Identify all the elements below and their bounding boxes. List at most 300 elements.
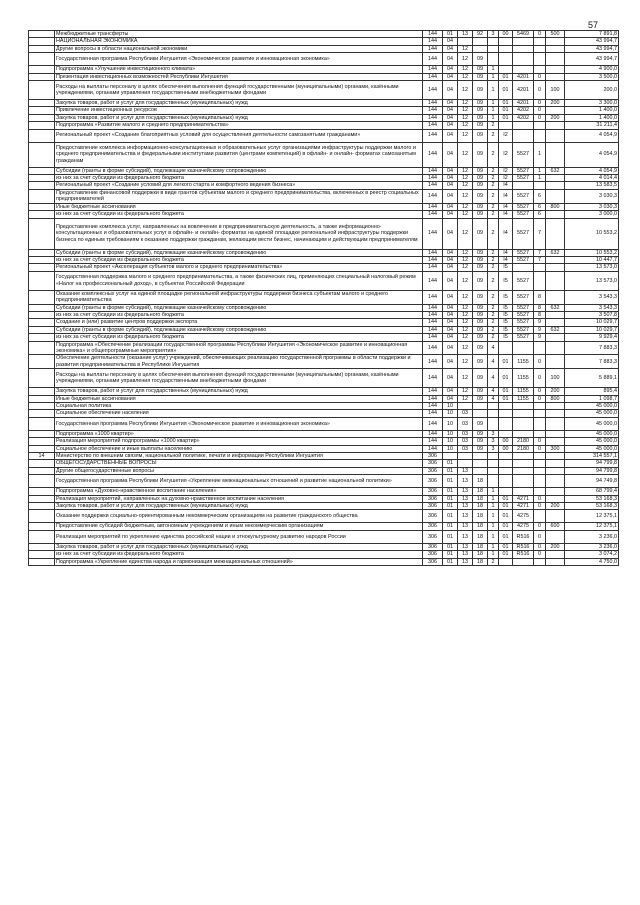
row-amount: 4 750,0 xyxy=(565,558,619,565)
code-sub: 6 xyxy=(534,189,546,203)
code-sub: 0 xyxy=(534,530,546,543)
code-section: 04 xyxy=(443,326,458,333)
code-subprogram: 1 xyxy=(488,495,499,502)
code-expense-type xyxy=(546,122,565,129)
code-expense-type: 200 xyxy=(546,543,565,550)
code-sub xyxy=(534,488,546,495)
code-sub xyxy=(534,129,546,142)
code-expense-type xyxy=(546,189,565,203)
code-expense-type xyxy=(546,129,565,142)
table-row xyxy=(29,369,619,388)
code-program: 18 xyxy=(473,558,488,565)
code-direction: 5527 xyxy=(513,142,534,167)
budget-table xyxy=(28,30,619,566)
table-row xyxy=(29,129,619,142)
table-row xyxy=(29,475,619,488)
code-admin: 144 xyxy=(423,175,443,182)
code-event: I5 xyxy=(499,319,513,326)
code-program: 09 xyxy=(473,304,488,311)
code-admin: 144 xyxy=(423,31,443,38)
row-name: Министерство по внешним связям, национальной политике, печати и информации Республики Ингушетия xyxy=(55,453,423,460)
code-subprogram: 2 xyxy=(488,249,499,256)
row-amount: 4 014,4 xyxy=(565,175,619,182)
row-name: из них за счет субсидии из федерального бюджета xyxy=(55,175,423,182)
table-row xyxy=(29,290,619,304)
code-section: 04 xyxy=(443,100,458,107)
table-row xyxy=(29,334,619,341)
row-amount: 10 029,7 xyxy=(565,326,619,333)
code-direction xyxy=(513,264,534,271)
row-amount: 7 883,3 xyxy=(565,341,619,355)
code-subprogram: 2 xyxy=(488,122,499,129)
code-event: I5 xyxy=(499,304,513,311)
row-name: Предоставление комплекса услуг, направленных на вовлечение в предпринимательскую деятельность, а также информационно-консультационных и образовательных услуг в офлайн- и онлайн- форматах на единой площадке региональной инфраструктуры поддержки бизнеса по единым требованиям к оказанию поддержки гражданам, желающим вести бизнес, начинающим и действующим предпринимателям xyxy=(55,218,423,249)
code-expense-type xyxy=(546,311,565,318)
table-row xyxy=(29,256,619,263)
code-section xyxy=(443,453,458,460)
code-program: 09 xyxy=(473,175,488,182)
row-amount: 10 553,2 xyxy=(565,218,619,249)
code-event xyxy=(499,460,513,467)
code-program: 09 xyxy=(473,290,488,304)
code-event: 01 xyxy=(499,388,513,395)
code-direction: 1155 xyxy=(513,388,534,395)
code-subsection: 12 xyxy=(458,211,473,218)
row-number xyxy=(29,510,55,523)
code-program xyxy=(473,38,488,45)
row-amount: 895,4 xyxy=(565,388,619,395)
code-direction: 4201 xyxy=(513,73,534,80)
row-amount: 94 799,8 xyxy=(565,460,619,467)
row-number xyxy=(29,319,55,326)
code-admin: 306 xyxy=(423,503,443,510)
table-row xyxy=(29,395,619,402)
code-program: 09 xyxy=(473,417,488,430)
row-number xyxy=(29,445,55,452)
table-row xyxy=(29,107,619,114)
row-name: Реализация мероприятий, направленных на духовно-нравственное воспитание населения xyxy=(55,495,423,502)
row-number xyxy=(29,256,55,263)
table-row xyxy=(29,551,619,558)
code-admin: 144 xyxy=(423,203,443,210)
row-name: Субсидии (гранты в форме субсидий), подлежащие казначейскому сопровождению xyxy=(55,167,423,174)
code-expense-type xyxy=(546,211,565,218)
code-subprogram: 2 xyxy=(488,558,499,565)
code-subprogram xyxy=(488,410,499,417)
row-amount: 13 573,0 xyxy=(565,271,619,290)
row-amount: 45 000,0 xyxy=(565,438,619,445)
code-subprogram: 2 xyxy=(488,271,499,290)
code-admin: 306 xyxy=(423,530,443,543)
table-row xyxy=(29,31,619,38)
code-direction: 5527 xyxy=(513,326,534,333)
code-subsection: 13 xyxy=(458,467,473,474)
code-expense-type xyxy=(546,319,565,326)
code-expense-type xyxy=(546,488,565,495)
row-number xyxy=(29,355,55,369)
code-event: 01 xyxy=(499,355,513,369)
code-section: 04 xyxy=(443,122,458,129)
row-number xyxy=(29,495,55,502)
code-direction xyxy=(513,475,534,488)
row-number xyxy=(29,503,55,510)
code-subsection: 03 xyxy=(458,445,473,452)
code-subsection: 12 xyxy=(458,256,473,263)
code-subprogram: 1 xyxy=(488,488,499,495)
row-number xyxy=(29,438,55,445)
code-subprogram: 1 xyxy=(488,114,499,121)
table-row xyxy=(29,453,619,460)
table-row xyxy=(29,410,619,417)
code-subsection: 12 xyxy=(458,326,473,333)
code-event: 01 xyxy=(499,495,513,502)
code-subprogram xyxy=(488,45,499,52)
code-subsection: 13 xyxy=(458,31,473,38)
row-name: НАЦИОНАЛЬНАЯ ЭКОНОМИКА xyxy=(55,38,423,45)
code-subprogram: 1 xyxy=(488,100,499,107)
row-amount: 94 749,8 xyxy=(565,475,619,488)
code-sub: 0 xyxy=(534,73,546,80)
code-direction xyxy=(513,453,534,460)
row-amount: 45 000,0 xyxy=(565,417,619,430)
code-expense-type xyxy=(546,530,565,543)
code-admin: 144 xyxy=(423,129,443,142)
code-admin: 144 xyxy=(423,311,443,318)
code-direction xyxy=(513,558,534,565)
code-program: 09 xyxy=(473,81,488,100)
row-name: Подпрограмма «Духовно-нравственное воспитание населения» xyxy=(55,488,423,495)
table-row xyxy=(29,319,619,326)
code-admin: 144 xyxy=(423,271,443,290)
code-sub: 9 xyxy=(534,334,546,341)
code-section: 01 xyxy=(443,31,458,38)
code-subprogram: 2 xyxy=(488,304,499,311)
code-admin: 144 xyxy=(423,122,443,129)
code-program: 09 xyxy=(473,369,488,388)
code-sub: 8 xyxy=(534,304,546,311)
code-program: 09 xyxy=(473,189,488,203)
code-direction xyxy=(513,488,534,495)
code-sub: 0 xyxy=(534,523,546,530)
code-program: 18 xyxy=(473,510,488,523)
row-number: 14 xyxy=(29,453,55,460)
code-subprogram: 4 xyxy=(488,355,499,369)
code-sub: 6 xyxy=(534,203,546,210)
code-sub xyxy=(534,264,546,271)
row-amount: 12 375,1 xyxy=(565,523,619,530)
code-sub: 0 xyxy=(534,388,546,395)
table-row xyxy=(29,264,619,271)
code-event xyxy=(499,66,513,73)
code-event: 01 xyxy=(499,369,513,388)
code-admin: 144 xyxy=(423,388,443,395)
code-sub: 0 xyxy=(534,503,546,510)
code-event xyxy=(499,410,513,417)
code-sub xyxy=(534,453,546,460)
row-name: Предоставление комплекса информационно-консультационных и образовательных услуг организациями инфраструктуры поддержки малого и среднего предпринимательства и федеральными институтами развития (центрами компетенций) в офлайн- и онлайн- форматах самозанятым гражданам xyxy=(55,142,423,167)
code-subprogram: 3 xyxy=(488,31,499,38)
code-section: 04 xyxy=(443,271,458,290)
code-subsection: 13 xyxy=(458,495,473,502)
row-number xyxy=(29,467,55,474)
code-direction: 5527 xyxy=(513,175,534,182)
code-program: 18 xyxy=(473,488,488,495)
code-expense-type xyxy=(546,271,565,290)
code-section: 10 xyxy=(443,430,458,437)
table-row xyxy=(29,211,619,218)
row-amount: 31 211,4 xyxy=(565,122,619,129)
code-section: 04 xyxy=(443,167,458,174)
code-subprogram: 4 xyxy=(488,369,499,388)
row-name: Оказание комплексных услуг на единой площадке региональной инфраструктуры поддержки бизнеса субъектам малого и среднего предпринимательства xyxy=(55,290,423,304)
page-number: 57 xyxy=(588,20,599,30)
code-event xyxy=(499,53,513,66)
row-name: Оказание поддержки социально-ориентированным некоммерческим организациям на развитие гражданского общества xyxy=(55,510,423,523)
row-number xyxy=(29,341,55,355)
code-event: 00 xyxy=(499,445,513,452)
code-event xyxy=(499,488,513,495)
code-admin: 144 xyxy=(423,66,443,73)
row-amount: 12 375,1 xyxy=(565,510,619,523)
row-amount: 3 543,3 xyxy=(565,304,619,311)
code-admin: 144 xyxy=(423,326,443,333)
row-name: Социальное обеспечение населения xyxy=(55,410,423,417)
code-expense-type: 632 xyxy=(546,326,565,333)
code-direction: 2180 xyxy=(513,438,534,445)
code-expense-type: 100 xyxy=(546,369,565,388)
code-sub: 7 xyxy=(534,256,546,263)
code-admin: 306 xyxy=(423,475,443,488)
code-direction: 5527 xyxy=(513,319,534,326)
code-subsection: 12 xyxy=(458,395,473,402)
code-expense-type xyxy=(546,38,565,45)
code-subprogram: 1 xyxy=(488,503,499,510)
row-amount: 3 030,3 xyxy=(565,189,619,203)
code-event: I4 xyxy=(499,189,513,203)
code-subsection: 12 xyxy=(458,175,473,182)
row-amount: 4 054,9 xyxy=(565,142,619,167)
row-amount: 7 883,3 xyxy=(565,355,619,369)
code-expense-type xyxy=(546,438,565,445)
table-row xyxy=(29,503,619,510)
code-event: 01 xyxy=(499,114,513,121)
code-expense-type xyxy=(546,182,565,189)
code-direction: 4271 xyxy=(513,495,534,502)
code-program: 09 xyxy=(473,395,488,402)
code-subsection: 12 xyxy=(458,203,473,210)
code-expense-type xyxy=(546,355,565,369)
code-expense-type xyxy=(546,410,565,417)
code-expense-type xyxy=(546,467,565,474)
code-expense-type: 300 xyxy=(546,445,565,452)
code-direction: 5527 xyxy=(513,311,534,318)
row-name: Закупка товаров, работ и услуг для государственных (муниципальных) нужд xyxy=(55,100,423,107)
row-amount: 3 236,0 xyxy=(565,530,619,543)
code-admin: 144 xyxy=(423,182,443,189)
row-name: Создание и (или) развитие центров поддержки экспорта xyxy=(55,319,423,326)
table-row xyxy=(29,438,619,445)
code-admin: 306 xyxy=(423,510,443,523)
table-row xyxy=(29,510,619,523)
row-name: Подпрограмма «Улучшение инвестиционного климата» xyxy=(55,66,423,73)
code-direction: 5527 xyxy=(513,304,534,311)
code-section: 01 xyxy=(443,495,458,502)
row-name: Иные бюджетные ассигнования xyxy=(55,395,423,402)
code-section: 01 xyxy=(443,467,458,474)
code-admin: 144 xyxy=(423,53,443,66)
code-sub: 9 xyxy=(534,319,546,326)
code-subprogram: 4 xyxy=(488,395,499,402)
code-subprogram xyxy=(488,403,499,410)
table-row xyxy=(29,45,619,52)
code-admin: 144 xyxy=(423,256,443,263)
code-section: 04 xyxy=(443,175,458,182)
table-row xyxy=(29,530,619,543)
code-event xyxy=(499,45,513,52)
row-number xyxy=(29,249,55,256)
code-sub xyxy=(534,122,546,129)
code-subsection: 12 xyxy=(458,73,473,80)
code-direction xyxy=(513,122,534,129)
code-event: I5 xyxy=(499,311,513,318)
row-amount: 43 994,7 xyxy=(565,53,619,66)
code-subprogram: 4 xyxy=(488,388,499,395)
code-section: 04 xyxy=(443,319,458,326)
code-section: 04 xyxy=(443,355,458,369)
row-number xyxy=(29,271,55,290)
code-subprogram xyxy=(488,53,499,66)
row-number xyxy=(29,543,55,550)
code-event: 01 xyxy=(499,551,513,558)
code-subsection: 12 xyxy=(458,182,473,189)
code-admin: 306 xyxy=(423,495,443,502)
code-admin: 144 xyxy=(423,369,443,388)
row-number xyxy=(29,107,55,114)
code-subprogram: 3 xyxy=(488,430,499,437)
code-subsection: 12 xyxy=(458,319,473,326)
row-name: Расходы на выплаты персоналу в целях обеспечения выполнения функций государственными (муниципальными) органами, казёнными учреждениями, органами управления государственными внебюджетными фондами xyxy=(55,81,423,100)
row-name: Субсидии (гранты в форме субсидий), подлежащие казначейскому сопровождению xyxy=(55,326,423,333)
code-admin: 144 xyxy=(423,410,443,417)
row-name: из них за счет субсидии из федерального бюджета xyxy=(55,334,423,341)
table-row xyxy=(29,53,619,66)
code-sub xyxy=(534,38,546,45)
code-subsection xyxy=(458,460,473,467)
row-name: Региональный проект «Создание условий для легкого старта и комфортного ведения бизнеса» xyxy=(55,182,423,189)
code-program: 09 xyxy=(473,53,488,66)
code-section: 04 xyxy=(443,73,458,80)
code-subsection: 12 xyxy=(458,271,473,290)
code-program: 09 xyxy=(473,264,488,271)
code-direction xyxy=(513,403,534,410)
row-number xyxy=(29,290,55,304)
row-name: Региональный проект «Создание благоприятных условий для осуществления деятельности самозанятыми гражданами» xyxy=(55,129,423,142)
table-row xyxy=(29,189,619,203)
row-amount: 10 553,2 xyxy=(565,249,619,256)
row-amount: 13 573,0 xyxy=(565,264,619,271)
code-section: 10 xyxy=(443,445,458,452)
code-subsection: 12 xyxy=(458,122,473,129)
code-admin: 144 xyxy=(423,114,443,121)
code-expense-type xyxy=(546,417,565,430)
code-sub: 1 xyxy=(534,167,546,174)
code-section: 04 xyxy=(443,38,458,45)
row-name: Подпрограмма «1000 квартир» xyxy=(55,430,423,437)
code-subprogram: 3 xyxy=(488,445,499,452)
table-row xyxy=(29,311,619,318)
code-program: 09 xyxy=(473,167,488,174)
row-name: Привлечение инвестиционных ресурсов xyxy=(55,107,423,114)
code-subprogram: 2 xyxy=(488,326,499,333)
code-program: 09 xyxy=(473,311,488,318)
code-direction: 4275 xyxy=(513,510,534,523)
row-name: Подпрограмма «Развитие малого и среднего предпринимательства» xyxy=(55,122,423,129)
row-amount: 4 054,9 xyxy=(565,167,619,174)
code-program: 09 xyxy=(473,122,488,129)
code-admin: 144 xyxy=(423,304,443,311)
row-number xyxy=(29,81,55,100)
code-program: 09 xyxy=(473,326,488,333)
row-name: из них за счет субсидии из федерального бюджета xyxy=(55,551,423,558)
code-subsection: 12 xyxy=(458,249,473,256)
code-event: I2 xyxy=(499,129,513,142)
code-sub: 6 xyxy=(534,211,546,218)
code-expense-type: 200 xyxy=(546,388,565,395)
row-number xyxy=(29,211,55,218)
code-subprogram: 1 xyxy=(488,523,499,530)
code-direction xyxy=(513,467,534,474)
code-subsection: 12 xyxy=(458,81,473,100)
code-direction: 4275 xyxy=(513,523,534,530)
row-name: Презентация инвестиционных возможностей Республики Ингушетия xyxy=(55,73,423,80)
code-event: 01 xyxy=(499,81,513,100)
code-subprogram: 1 xyxy=(488,66,499,73)
code-section: 04 xyxy=(443,311,458,318)
code-direction: 5527 xyxy=(513,189,534,203)
code-sub: 0 xyxy=(534,551,546,558)
row-name: Закупка товаров, работ и услуг для государственных (муниципальных) нужд xyxy=(55,114,423,121)
code-program: 18 xyxy=(473,503,488,510)
code-program: 09 xyxy=(473,107,488,114)
code-subprogram: 1 xyxy=(488,530,499,543)
code-sub: 0 xyxy=(534,100,546,107)
code-section: 01 xyxy=(443,551,458,558)
code-event: 00 xyxy=(499,31,513,38)
code-subprogram xyxy=(488,467,499,474)
code-expense-type: 200 xyxy=(546,503,565,510)
code-admin: 144 xyxy=(423,45,443,52)
code-expense-type: 200 xyxy=(546,100,565,107)
code-direction xyxy=(513,45,534,52)
code-subsection: 12 xyxy=(458,334,473,341)
code-event: 01 xyxy=(499,510,513,523)
row-amount: 3 236,0 xyxy=(565,543,619,550)
code-section: 01 xyxy=(443,488,458,495)
code-admin: 144 xyxy=(423,38,443,45)
code-event xyxy=(499,341,513,355)
code-direction: 5469 xyxy=(513,31,534,38)
row-number xyxy=(29,114,55,121)
row-amount: 10 029,7 xyxy=(565,319,619,326)
code-admin: 306 xyxy=(423,488,443,495)
code-program xyxy=(473,410,488,417)
code-section: 01 xyxy=(443,523,458,530)
code-direction: 4201 xyxy=(513,100,534,107)
code-admin: 306 xyxy=(423,467,443,474)
row-number xyxy=(29,417,55,430)
table-row xyxy=(29,460,619,467)
code-sub xyxy=(534,182,546,189)
